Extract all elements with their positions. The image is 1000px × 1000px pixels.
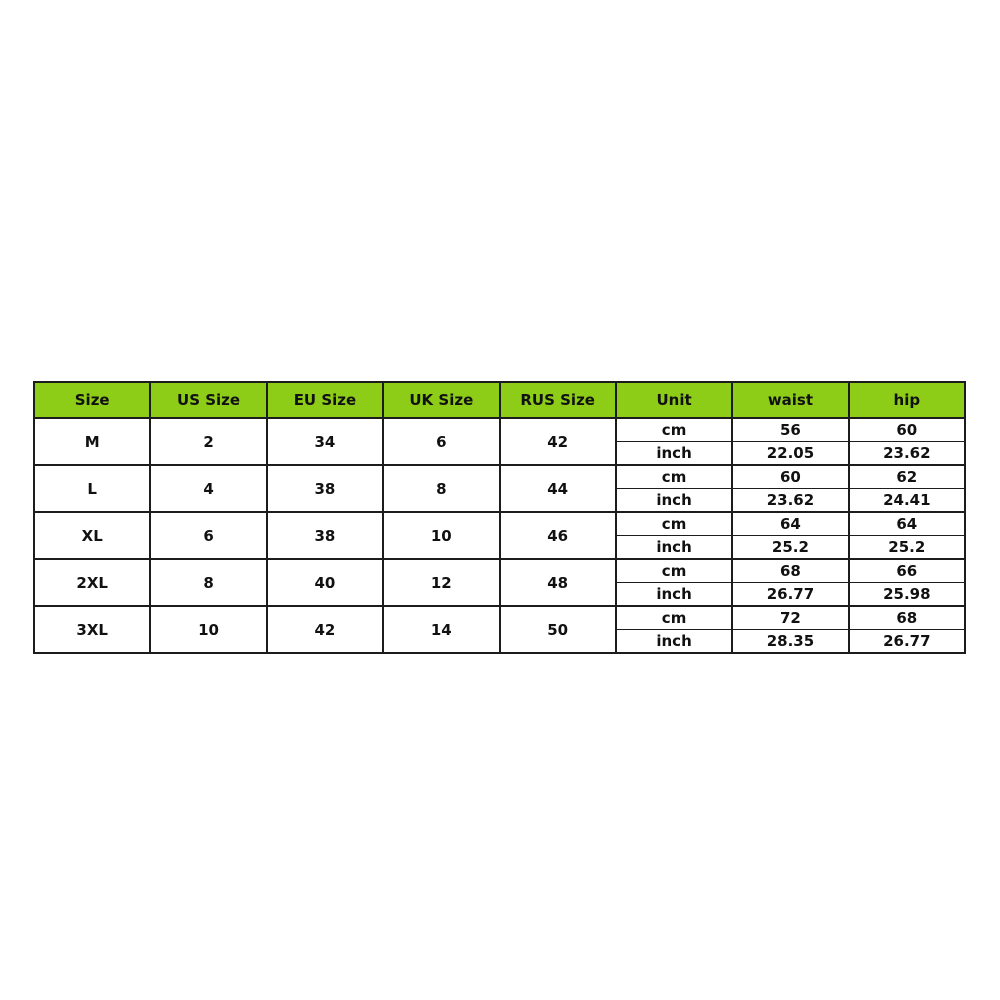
uk-size-cell: 14 <box>383 606 499 653</box>
eu-size-cell: 34 <box>267 418 383 465</box>
table-row <box>34 512 965 536</box>
hip-cell: 24.41 <box>849 489 965 513</box>
table-row <box>34 418 965 442</box>
unit-cell: cm <box>616 606 732 630</box>
rus-size-cell: 46 <box>500 512 616 559</box>
hip-cell: 68 <box>849 606 965 630</box>
us-size-cell: 6 <box>150 512 266 559</box>
waist-cell: 60 <box>732 465 848 489</box>
uk-size-cell: 10 <box>383 512 499 559</box>
uk-size-cell: 12 <box>383 559 499 606</box>
waist-cell: 23.62 <box>732 489 848 513</box>
header-row <box>34 382 965 418</box>
size-chart-table <box>33 381 966 654</box>
waist-cell: 25.2 <box>732 536 848 560</box>
waist-cell: 72 <box>732 606 848 630</box>
us-size-cell: 2 <box>150 418 266 465</box>
header-waist: waist <box>732 382 848 418</box>
hip-cell: 66 <box>849 559 965 583</box>
hip-cell: 64 <box>849 512 965 536</box>
unit-cell: cm <box>616 512 732 536</box>
header-hip: hip <box>849 382 965 418</box>
hip-cell: 25.98 <box>849 583 965 607</box>
eu-size-cell: 38 <box>267 465 383 512</box>
hip-cell: 60 <box>849 418 965 442</box>
eu-size-cell: 42 <box>267 606 383 653</box>
eu-size-cell: 40 <box>267 559 383 606</box>
waist-cell: 26.77 <box>732 583 848 607</box>
hip-cell: 23.62 <box>849 442 965 466</box>
header-unit: Unit <box>616 382 732 418</box>
unit-cell: inch <box>616 583 732 607</box>
uk-size-cell: 8 <box>383 465 499 512</box>
rus-size-cell: 48 <box>500 559 616 606</box>
waist-cell: 68 <box>732 559 848 583</box>
us-size-cell: 10 <box>150 606 266 653</box>
header-uk-size: UK Size <box>383 382 499 418</box>
waist-cell: 22.05 <box>732 442 848 466</box>
size-conversion-table <box>33 381 966 654</box>
unit-cell: inch <box>616 536 732 560</box>
header-rus-size: RUS Size <box>500 382 616 418</box>
us-size-cell: 8 <box>150 559 266 606</box>
size-cell: M <box>34 418 150 465</box>
table-row <box>34 606 965 630</box>
waist-cell: 28.35 <box>732 630 848 654</box>
uk-size-cell: 6 <box>383 418 499 465</box>
header-size: Size <box>34 382 150 418</box>
hip-cell: 26.77 <box>849 630 965 654</box>
unit-cell: cm <box>616 559 732 583</box>
rus-size-cell: 50 <box>500 606 616 653</box>
unit-cell: cm <box>616 418 732 442</box>
unit-cell: inch <box>616 442 732 466</box>
hip-cell: 62 <box>849 465 965 489</box>
waist-cell: 56 <box>732 418 848 442</box>
size-cell: 3XL <box>34 606 150 653</box>
waist-cell: 64 <box>732 512 848 536</box>
us-size-cell: 4 <box>150 465 266 512</box>
size-cell: XL <box>34 512 150 559</box>
header-us-size: US Size <box>150 382 266 418</box>
table-row <box>34 559 965 583</box>
rus-size-cell: 44 <box>500 465 616 512</box>
size-cell: L <box>34 465 150 512</box>
unit-cell: inch <box>616 630 732 654</box>
unit-cell: cm <box>616 465 732 489</box>
table-row <box>34 465 965 489</box>
eu-size-cell: 38 <box>267 512 383 559</box>
rus-size-cell: 42 <box>500 418 616 465</box>
hip-cell: 25.2 <box>849 536 965 560</box>
unit-cell: inch <box>616 489 732 513</box>
header-eu-size: EU Size <box>267 382 383 418</box>
size-cell: 2XL <box>34 559 150 606</box>
